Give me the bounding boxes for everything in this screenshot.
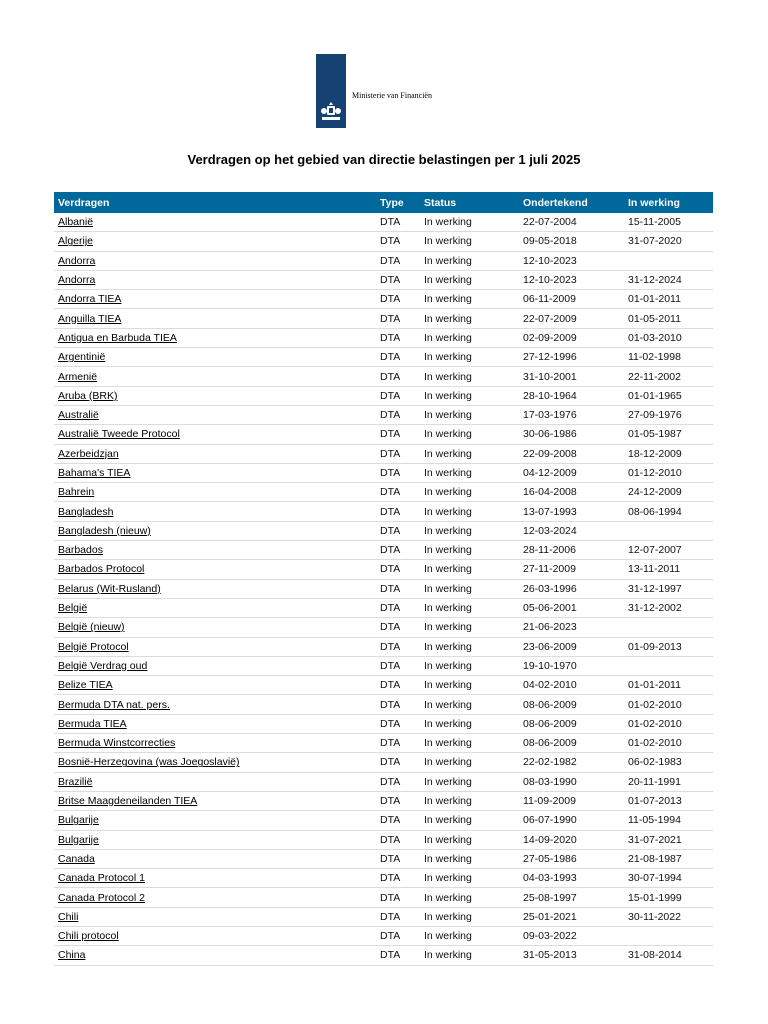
table-row (54, 560, 713, 579)
treaty-link[interactable]: Aruba (BRK) (58, 389, 118, 402)
signed-date-cell: 05-06-2001 (519, 598, 624, 617)
table-row (54, 405, 713, 424)
treaty-name-cell (54, 521, 376, 540)
treaty-table (54, 192, 713, 966)
table-row (54, 270, 713, 289)
table-row (54, 386, 713, 405)
treaty-name-cell (54, 251, 376, 270)
table-row (54, 444, 713, 463)
treaty-link[interactable]: Belize TIEA (58, 679, 113, 692)
treaty-type-cell: DTA (376, 753, 420, 772)
treaty-link[interactable]: België Protocol (58, 640, 129, 653)
treaty-name-cell (54, 213, 376, 232)
treaty-link[interactable]: Australië Tweede Protocol (58, 428, 180, 441)
table-row (54, 772, 713, 791)
signed-date-cell: 04-12-2009 (519, 463, 624, 482)
signed-date-cell: 11-09-2009 (519, 791, 624, 810)
treaty-link[interactable]: Bangladesh (58, 505, 114, 518)
treaty-type-cell: DTA (376, 444, 420, 463)
treaty-link[interactable]: Canada Protocol 1 (58, 872, 145, 885)
treaty-name-cell (54, 444, 376, 463)
treaty-link[interactable]: Belarus (Wit-Rusland) (58, 582, 161, 595)
treaty-link[interactable]: Albanië (58, 216, 94, 229)
treaty-link[interactable]: Andorra TIEA (58, 293, 122, 306)
treaty-status-cell: In werking (420, 791, 519, 810)
table-row (54, 753, 713, 772)
treaty-type-cell: DTA (376, 521, 420, 540)
treaty-status-cell: In werking (420, 251, 519, 270)
signed-date-cell: 02-09-2009 (519, 328, 624, 347)
signed-date-cell: 22-09-2008 (519, 444, 624, 463)
treaty-name-cell (54, 328, 376, 347)
table-row (54, 618, 713, 637)
treaty-link[interactable]: België (nieuw) (58, 621, 125, 634)
treaty-type-cell: DTA (376, 734, 420, 753)
treaty-type-cell: DTA (376, 232, 420, 251)
treaty-name-cell (54, 926, 376, 945)
treaty-name-cell (54, 579, 376, 598)
treaty-type-cell: DTA (376, 714, 420, 733)
column-header-in-werking: In werking (624, 192, 713, 213)
treaty-link[interactable]: Azerbeidzjan (58, 447, 119, 460)
in-force-date-cell: 01-05-2011 (624, 309, 713, 328)
treaty-name-cell (54, 714, 376, 733)
table-row (54, 579, 713, 598)
signed-date-cell: 31-10-2001 (519, 367, 624, 386)
treaty-link[interactable]: Brazilië (58, 775, 93, 788)
signed-date-cell: 22-02-1982 (519, 753, 624, 772)
treaty-status-cell: In werking (420, 579, 519, 598)
signed-date-cell: 27-11-2009 (519, 560, 624, 579)
treaty-name-cell (54, 656, 376, 675)
treaty-type-cell: DTA (376, 579, 420, 598)
coat-of-arms-icon (319, 100, 343, 124)
treaty-name-cell (54, 830, 376, 849)
table-row (54, 483, 713, 502)
treaty-status-cell: In werking (420, 656, 519, 675)
treaty-link[interactable]: Anguilla TIEA (58, 312, 122, 325)
signed-date-cell: 08-06-2009 (519, 695, 624, 714)
table-row (54, 926, 713, 945)
treaty-status-cell: In werking (420, 907, 519, 926)
treaty-status-cell: In werking (420, 676, 519, 695)
signed-date-cell: 30-06-1986 (519, 425, 624, 444)
in-force-date-cell: 01-07-2013 (624, 791, 713, 810)
treaty-status-cell: In werking (420, 425, 519, 444)
in-force-date-cell: 11-05-1994 (624, 811, 713, 830)
treaty-type-cell: DTA (376, 251, 420, 270)
treaty-link[interactable]: Barbados (58, 544, 103, 557)
treaty-name-cell (54, 367, 376, 386)
treaty-status-cell: In werking (420, 270, 519, 289)
signed-date-cell: 28-10-1964 (519, 386, 624, 405)
treaty-status-cell: In werking (420, 869, 519, 888)
table-row (54, 251, 713, 270)
in-force-date-cell: 31-07-2020 (624, 232, 713, 251)
treaty-status-cell: In werking (420, 232, 519, 251)
treaty-status-cell: In werking (420, 309, 519, 328)
treaty-link[interactable]: Bulgarije (58, 814, 99, 827)
treaty-status-cell: In werking (420, 521, 519, 540)
treaty-name-cell (54, 560, 376, 579)
table-row (54, 232, 713, 251)
treaty-status-cell: In werking (420, 734, 519, 753)
table-row (54, 849, 713, 868)
treaty-type-cell: DTA (376, 849, 420, 868)
signed-date-cell: 04-03-1993 (519, 869, 624, 888)
treaty-link[interactable]: België Verdrag oud (58, 659, 148, 672)
signed-date-cell: 25-01-2021 (519, 907, 624, 926)
treaty-name-cell (54, 811, 376, 830)
table-row (54, 695, 713, 714)
treaty-type-cell: DTA (376, 290, 420, 309)
treaty-type-cell: DTA (376, 541, 420, 560)
table-row (54, 656, 713, 675)
in-force-date-cell: 30-11-2022 (624, 907, 713, 926)
treaty-name-cell (54, 425, 376, 444)
in-force-date-cell: 20-11-1991 (624, 772, 713, 791)
treaty-status-cell: In werking (420, 560, 519, 579)
signed-date-cell: 06-11-2009 (519, 290, 624, 309)
logo-emblem-bar (316, 54, 346, 128)
signed-date-cell: 08-06-2009 (519, 734, 624, 753)
treaty-type-cell: DTA (376, 502, 420, 521)
treaty-status-cell: In werking (420, 714, 519, 733)
column-header-status: Status (420, 192, 519, 213)
treaty-status-cell: In werking (420, 946, 519, 965)
treaty-type-cell: DTA (376, 463, 420, 482)
treaty-name-cell (54, 849, 376, 868)
in-force-date-cell (624, 251, 713, 270)
in-force-date-cell: 21-08-1987 (624, 849, 713, 868)
table-row (54, 309, 713, 328)
treaty-name-cell (54, 386, 376, 405)
treaty-type-cell: DTA (376, 907, 420, 926)
treaty-name-cell (54, 290, 376, 309)
treaty-status-cell: In werking (420, 637, 519, 656)
treaty-status-cell: In werking (420, 772, 519, 791)
table-row (54, 213, 713, 232)
table-row (54, 521, 713, 540)
treaty-type-cell: DTA (376, 598, 420, 617)
table-row (54, 463, 713, 482)
treaty-name-cell (54, 309, 376, 328)
treaty-name-cell (54, 463, 376, 482)
treaty-name-cell (54, 541, 376, 560)
treaty-status-cell: In werking (420, 598, 519, 617)
table-row (54, 598, 713, 617)
treaty-link[interactable]: Bermuda TIEA (58, 717, 127, 730)
table-row (54, 637, 713, 656)
treaty-name-cell (54, 618, 376, 637)
treaty-status-cell: In werking (420, 463, 519, 482)
table-row (54, 367, 713, 386)
table-row (54, 946, 713, 965)
treaty-type-cell: DTA (376, 656, 420, 675)
treaty-type-cell: DTA (376, 348, 420, 367)
table-header-row (54, 192, 713, 213)
signed-date-cell: 06-07-1990 (519, 811, 624, 830)
treaty-type-cell: DTA (376, 772, 420, 791)
treaty-status-cell: In werking (420, 386, 519, 405)
in-force-date-cell: 13-11-2011 (624, 560, 713, 579)
treaty-link[interactable]: Bangladesh (nieuw) (58, 524, 151, 537)
treaty-status-cell: In werking (420, 811, 519, 830)
in-force-date-cell: 31-12-2024 (624, 270, 713, 289)
in-force-date-cell: 31-12-1997 (624, 579, 713, 598)
treaty-link[interactable]: Bulgarije (58, 833, 99, 846)
treaty-type-cell: DTA (376, 213, 420, 232)
treaty-link[interactable]: Armenië (58, 370, 98, 383)
treaty-name-cell (54, 869, 376, 888)
treaty-status-cell: In werking (420, 753, 519, 772)
treaty-link[interactable]: Argentinië (58, 351, 106, 364)
treaty-name-cell (54, 348, 376, 367)
treaty-name-cell (54, 946, 376, 965)
in-force-date-cell: 01-02-2010 (624, 695, 713, 714)
treaty-status-cell: In werking (420, 444, 519, 463)
treaty-type-cell: DTA (376, 328, 420, 347)
table-row (54, 907, 713, 926)
treaty-link[interactable]: Canada (58, 852, 95, 865)
signed-date-cell: 04-02-2010 (519, 676, 624, 695)
treaty-type-cell: DTA (376, 946, 420, 965)
in-force-date-cell: 15-01-1999 (624, 888, 713, 907)
table-row (54, 676, 713, 695)
table-row (54, 290, 713, 309)
treaty-name-cell (54, 791, 376, 810)
table-row (54, 830, 713, 849)
signed-date-cell: 08-03-1990 (519, 772, 624, 791)
treaty-status-cell: In werking (420, 367, 519, 386)
in-force-date-cell: 06-02-1983 (624, 753, 713, 772)
treaty-link[interactable]: Australië (58, 409, 99, 422)
treaty-type-cell: DTA (376, 676, 420, 695)
signed-date-cell: 14-09-2020 (519, 830, 624, 849)
in-force-date-cell: 31-12-2002 (624, 598, 713, 617)
signed-date-cell: 12-10-2023 (519, 270, 624, 289)
signed-date-cell: 27-12-1996 (519, 348, 624, 367)
table-row (54, 734, 713, 753)
in-force-date-cell: 01-02-2010 (624, 734, 713, 753)
treaty-type-cell: DTA (376, 483, 420, 502)
table-row (54, 348, 713, 367)
table-row (54, 869, 713, 888)
signed-date-cell: 23-06-2009 (519, 637, 624, 656)
in-force-date-cell (624, 521, 713, 540)
treaty-link[interactable]: Andorra (58, 274, 96, 287)
column-header-ondertekend: Ondertekend (519, 192, 624, 213)
treaty-status-cell: In werking (420, 926, 519, 945)
signed-date-cell: 28-11-2006 (519, 541, 624, 560)
treaty-type-cell: DTA (376, 926, 420, 945)
table-row (54, 791, 713, 810)
treaty-type-cell: DTA (376, 405, 420, 424)
table-row (54, 714, 713, 733)
in-force-date-cell: 01-01-2011 (624, 676, 713, 695)
treaty-status-cell: In werking (420, 290, 519, 309)
treaty-status-cell: In werking (420, 888, 519, 907)
in-force-date-cell: 27-09-1976 (624, 405, 713, 424)
in-force-date-cell: 01-12-2010 (624, 463, 713, 482)
table-row (54, 425, 713, 444)
treaty-status-cell: In werking (420, 405, 519, 424)
signed-date-cell: 12-10-2023 (519, 251, 624, 270)
table-row (54, 502, 713, 521)
page-title: Verdragen op het gebied van directie belastingen per 1 juli 2025 (187, 152, 581, 167)
signed-date-cell: 12-03-2024 (519, 521, 624, 540)
treaty-status-cell: In werking (420, 849, 519, 868)
treaty-name-cell (54, 888, 376, 907)
in-force-date-cell: 24-12-2009 (624, 483, 713, 502)
in-force-date-cell: 22-11-2002 (624, 367, 713, 386)
treaty-link[interactable]: Antigua en Barbuda TIEA (58, 331, 177, 344)
in-force-date-cell: 01-02-2010 (624, 714, 713, 733)
treaty-link[interactable]: China (58, 949, 86, 962)
treaty-type-cell: DTA (376, 869, 420, 888)
treaty-name-cell (54, 232, 376, 251)
signed-date-cell: 22-07-2009 (519, 309, 624, 328)
treaty-status-cell: In werking (420, 830, 519, 849)
treaty-link[interactable]: Algerije (58, 235, 94, 248)
treaty-name-cell (54, 405, 376, 424)
in-force-date-cell: 01-03-2010 (624, 328, 713, 347)
in-force-date-cell (624, 926, 713, 945)
in-force-date-cell: 01-05-1987 (624, 425, 713, 444)
in-force-date-cell: 01-01-1965 (624, 386, 713, 405)
column-header-verdragen: Verdragen (54, 192, 376, 213)
treaty-name-cell (54, 772, 376, 791)
treaty-type-cell: DTA (376, 811, 420, 830)
treaty-status-cell: In werking (420, 541, 519, 560)
column-header-type: Type (376, 192, 420, 213)
treaty-name-cell (54, 270, 376, 289)
signed-date-cell: 09-03-2022 (519, 926, 624, 945)
logo-text: Ministerie van Financiën (352, 90, 432, 100)
treaty-type-cell: DTA (376, 695, 420, 714)
treaty-type-cell: DTA (376, 791, 420, 810)
treaty-type-cell: DTA (376, 888, 420, 907)
signed-date-cell: 19-10-1970 (519, 656, 624, 675)
in-force-date-cell: 31-08-2014 (624, 946, 713, 965)
in-force-date-cell: 31-07-2021 (624, 830, 713, 849)
in-force-date-cell: 01-09-2013 (624, 637, 713, 656)
treaty-status-cell: In werking (420, 695, 519, 714)
treaty-type-cell: DTA (376, 309, 420, 328)
in-force-date-cell: 18-12-2009 (624, 444, 713, 463)
in-force-date-cell: 30-07-1994 (624, 869, 713, 888)
treaty-link[interactable]: Chili protocol (58, 930, 119, 943)
in-force-date-cell (624, 656, 713, 675)
treaty-status-cell: In werking (420, 618, 519, 637)
treaty-name-cell (54, 598, 376, 617)
table-row (54, 888, 713, 907)
treaty-type-cell: DTA (376, 386, 420, 405)
in-force-date-cell: 11-02-1998 (624, 348, 713, 367)
signed-date-cell: 31-05-2013 (519, 946, 624, 965)
in-force-date-cell: 15-11-2005 (624, 213, 713, 232)
treaty-type-cell: DTA (376, 367, 420, 386)
signed-date-cell: 22-07-2004 (519, 213, 624, 232)
treaty-link[interactable]: Canada Protocol 2 (58, 891, 145, 904)
treaty-link[interactable]: Andorra (58, 254, 96, 267)
treaty-name-cell (54, 502, 376, 521)
treaty-name-cell (54, 483, 376, 502)
treaty-name-cell (54, 907, 376, 926)
signed-date-cell: 09-05-2018 (519, 232, 624, 251)
treaty-name-cell (54, 676, 376, 695)
treaty-type-cell: DTA (376, 637, 420, 656)
treaty-link[interactable]: Bermuda Winstcorrecties (58, 737, 176, 750)
treaty-link[interactable]: Bahama's TIEA (58, 467, 131, 479)
signed-date-cell: 13-07-1993 (519, 502, 624, 521)
treaty-type-cell: DTA (376, 425, 420, 444)
signed-date-cell: 21-06-2023 (519, 618, 624, 637)
treaty-type-cell: DTA (376, 560, 420, 579)
in-force-date-cell (624, 618, 713, 637)
table-row (54, 541, 713, 560)
treaty-link[interactable]: Bosnië-Herzegovina (was Joegoslavië) (58, 756, 240, 769)
treaty-name-cell (54, 637, 376, 656)
treaty-type-cell: DTA (376, 830, 420, 849)
treaty-type-cell: DTA (376, 618, 420, 637)
treaty-status-cell: In werking (420, 348, 519, 367)
signed-date-cell: 16-04-2008 (519, 483, 624, 502)
signed-date-cell: 17-03-1976 (519, 405, 624, 424)
treaty-link[interactable]: Chili (58, 910, 79, 923)
signed-date-cell: 25-08-1997 (519, 888, 624, 907)
signed-date-cell: 27-05-1986 (519, 849, 624, 868)
in-force-date-cell: 08-06-1994 (624, 502, 713, 521)
treaty-name-cell (54, 734, 376, 753)
treaty-status-cell: In werking (420, 502, 519, 521)
signed-date-cell: 08-06-2009 (519, 714, 624, 733)
table-row (54, 328, 713, 347)
signed-date-cell: 26-03-1996 (519, 579, 624, 598)
treaty-status-cell: In werking (420, 483, 519, 502)
treaty-link[interactable]: Bermuda DTA nat. pers. (58, 698, 170, 711)
table-row (54, 811, 713, 830)
treaty-status-cell: In werking (420, 328, 519, 347)
ministry-logo (316, 54, 432, 128)
treaty-name-cell (54, 753, 376, 772)
treaty-status-cell: In werking (420, 213, 519, 232)
treaty-link[interactable]: België (58, 602, 88, 615)
in-force-date-cell: 01-01-2011 (624, 290, 713, 309)
treaty-type-cell: DTA (376, 270, 420, 289)
in-force-date-cell: 12-07-2007 (624, 541, 713, 560)
treaty-link[interactable]: Barbados Protocol (58, 563, 145, 576)
treaty-link[interactable]: Britse Maagdeneilanden TIEA (58, 795, 198, 808)
treaty-name-cell (54, 695, 376, 714)
treaty-link[interactable]: Bahrein (58, 486, 95, 499)
